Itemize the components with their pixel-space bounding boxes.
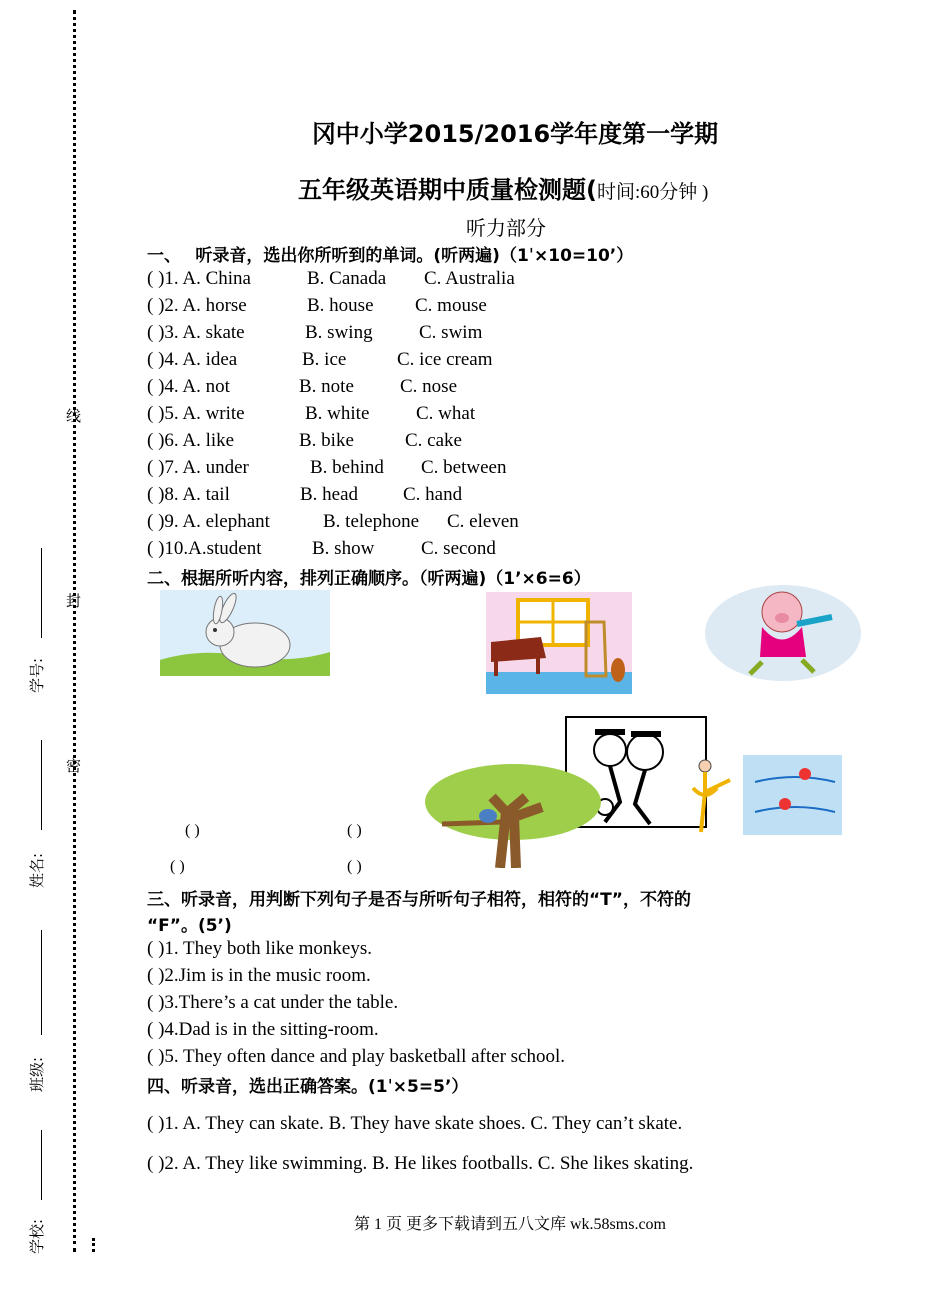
- tree-bird-picture: [422, 762, 604, 868]
- page-footer: 第 1 页 更多下载请到五八文库 wk.58sms.com: [353, 1216, 666, 1233]
- order-blank[interactable]: ( ): [347, 822, 362, 839]
- exam-title: 冈中小学2015/2016学年度第一学期: [311, 120, 719, 148]
- name-label: 姓名:: [28, 852, 46, 888]
- music-room-picture: [486, 592, 632, 694]
- list-item: ( )4.Dad is in the sitting-room.: [147, 1019, 379, 1040]
- name-blank[interactable]: [41, 740, 42, 830]
- list-item: ( )3.There’s a cat under the table.: [147, 992, 399, 1013]
- number-label: 学号:: [28, 657, 46, 693]
- binding-dotted-line: [73, 10, 76, 1252]
- order-blank[interactable]: ( ): [170, 858, 185, 875]
- section4-heading: 四、听录音，选出正确答案。(1ˈ×5=5’）: [147, 1077, 469, 1097]
- list-item: ( )2.Jim is in the music room.: [147, 965, 371, 986]
- seal-feng-char: 封: [66, 592, 82, 610]
- dance-swim-picture: [685, 752, 842, 838]
- list-item: ( )5. They often dance and play basketball after school.: [147, 1046, 566, 1067]
- class-blank[interactable]: [41, 930, 42, 1035]
- seal-mi-char: 密: [66, 757, 82, 775]
- list-item: ( )2. A. They like swimming. B. He likes footballs. C. She likes skating.: [147, 1153, 694, 1174]
- section3-heading: 三、听录音，用判断下列句子是否与所听句子相符，相符的“T”，不符的: [147, 890, 691, 910]
- section1-heading: 一、 听录音，选出你所听到的单词。(听两遍)（1ˈ×10=10’）: [147, 246, 634, 266]
- binding-dotted-mark: [92, 1238, 101, 1252]
- class-label: 班级:: [28, 1056, 46, 1092]
- section2-heading: 二、根据所听内容，排列正确顺序。（听两遍)（1’×6=6）: [147, 569, 591, 589]
- time-note: 时间:60分钟 ): [596, 182, 709, 203]
- part-title: 听力部分: [466, 216, 546, 240]
- subtitle-text: 五年级英语期中质量检测题(: [298, 176, 597, 204]
- order-blank[interactable]: ( ): [185, 822, 200, 839]
- rabbit-picture: [160, 590, 330, 676]
- list-item: ( )1. They both like monkeys.: [147, 938, 372, 959]
- section3-heading-cont: “F”。(5’): [147, 916, 232, 936]
- list-item: ( )1. A. They can skate. B. They have skate shoes. C. They can’t skate.: [147, 1113, 683, 1134]
- exam-subtitle: [298, 170, 708, 205]
- school-blank[interactable]: [41, 1130, 42, 1200]
- seal-line-char: 线: [66, 407, 82, 425]
- school-label: 学校:: [28, 1218, 46, 1254]
- order-blank[interactable]: ( ): [347, 858, 362, 875]
- number-blank[interactable]: [41, 548, 42, 638]
- pig-skating-picture: [702, 582, 864, 684]
